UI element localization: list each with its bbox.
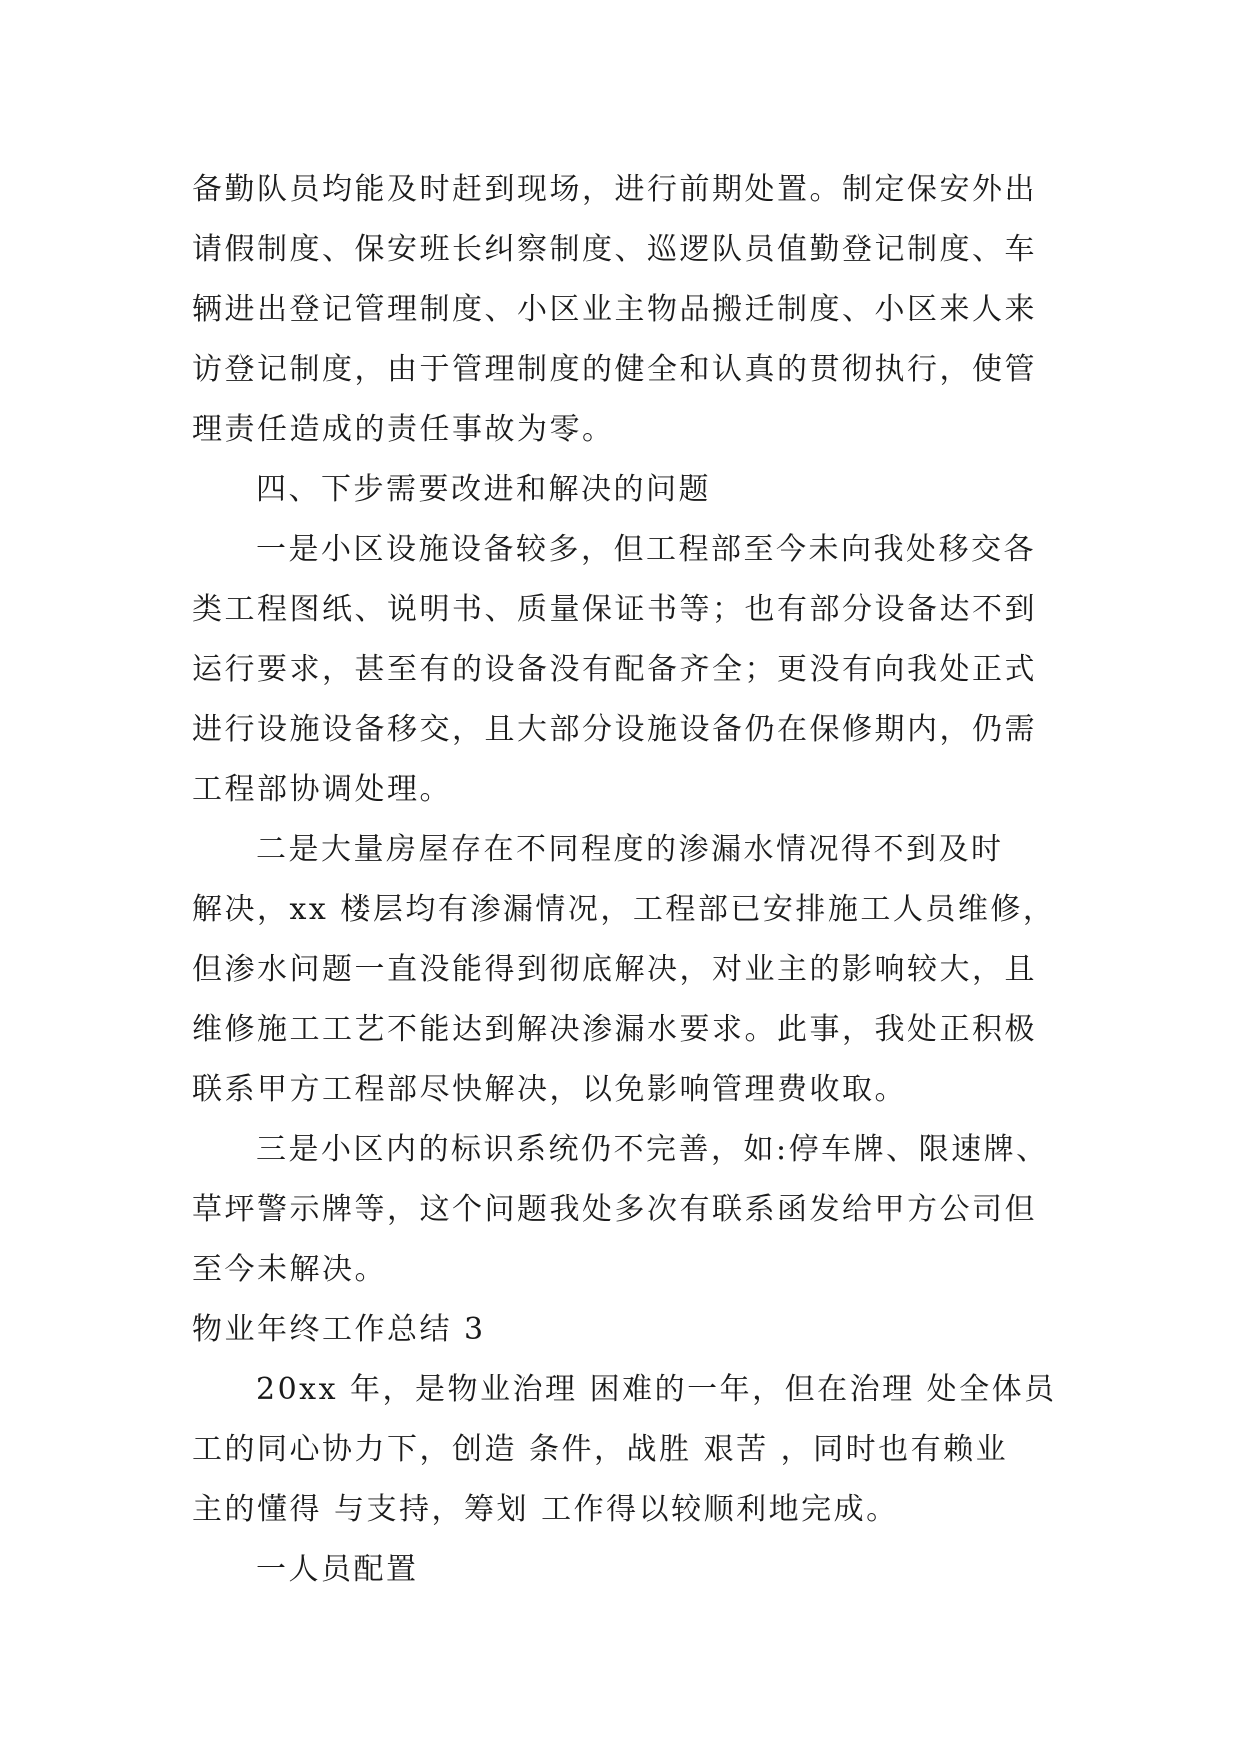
text-line: 联系甲方工程部尽快解决，以免影响管理费收取。 bbox=[192, 1072, 907, 1107]
subheading-staffing bbox=[192, 1540, 1052, 1600]
text-line: 工的同心协力下，创造 条件，战胜 艰苦 ，同时也有赖业 bbox=[192, 1432, 1009, 1467]
text-line: 一是小区设施设备较多，但工程部至今未向我处移交各 bbox=[256, 532, 1036, 567]
paragraph-security-procedures bbox=[192, 160, 1052, 460]
text-line: 进行设施设备移交，且大部分设施设备仍在保修期内，仍需 bbox=[192, 712, 1037, 747]
text-line: 类工程图纸、说明书、质量保证书等；也有部分设备达不到 bbox=[192, 592, 1037, 627]
text-line: 但渗水问题一直没能得到彻底解决，对业主的影响较大，且 bbox=[192, 952, 1037, 987]
text-line: 主的懂得 与支持，筹划 工作得以较顺利地完成。 bbox=[192, 1492, 899, 1527]
text-line: 运行要求，甚至有的设备没有配备齐全；更没有向我处正式 bbox=[192, 652, 1037, 687]
text-line: 理责任造成的责任事故为零。 bbox=[192, 412, 615, 447]
document-body bbox=[192, 160, 1057, 1600]
paragraph-issue-two bbox=[192, 820, 1056, 1120]
text-line: 备勤队员均能及时赶到现场，进行前期处置。制定保安外出 bbox=[192, 172, 1037, 207]
text-line: 草坪警示牌等，这个问题我处多次有联系函发给甲方公司但 bbox=[192, 1192, 1037, 1227]
text-line: 一人员配置 bbox=[256, 1552, 419, 1587]
paragraph-issue-three bbox=[192, 1120, 1052, 1300]
text-line: 解决，xx 楼层均有渗漏情况，工程部已安排施工人员维修， bbox=[192, 892, 1056, 927]
text-line: 20xx 年，是物业治理 困难的一年，但在治理 处全体员 bbox=[256, 1372, 1057, 1407]
document-section-title bbox=[192, 1300, 1052, 1360]
text-line: 请假制度、保安班长纠察制度、巡逻队员值勤登记制度、车 bbox=[192, 232, 1037, 267]
text-line: 辆进出登记管理制度、小区业主物品搬迁制度、小区来人来 bbox=[192, 292, 1037, 327]
paragraph-year-summary bbox=[192, 1360, 1057, 1540]
text-line: 物业年终工作总结 3 bbox=[192, 1312, 486, 1347]
paragraph-issue-one bbox=[192, 520, 1052, 820]
text-line: 二是大量房屋存在不同程度的渗漏水情况得不到及时 bbox=[256, 832, 1004, 867]
text-line: 工程部协调处理。 bbox=[192, 772, 452, 807]
text-line: 维修施工工艺不能达到解决渗漏水要求。此事，我处正积极 bbox=[192, 1012, 1037, 1047]
section-heading-improvements bbox=[192, 460, 1052, 520]
text-line: 四、下步需要改进和解决的问题 bbox=[256, 472, 711, 507]
text-line: 访登记制度，由于管理制度的健全和认真的贯彻执行，使管 bbox=[192, 352, 1037, 387]
text-line: 三是小区内的标识系统仍不完善，如:停车牌、限速牌、 bbox=[256, 1132, 1049, 1167]
text-line: 至今未解决。 bbox=[192, 1252, 387, 1287]
